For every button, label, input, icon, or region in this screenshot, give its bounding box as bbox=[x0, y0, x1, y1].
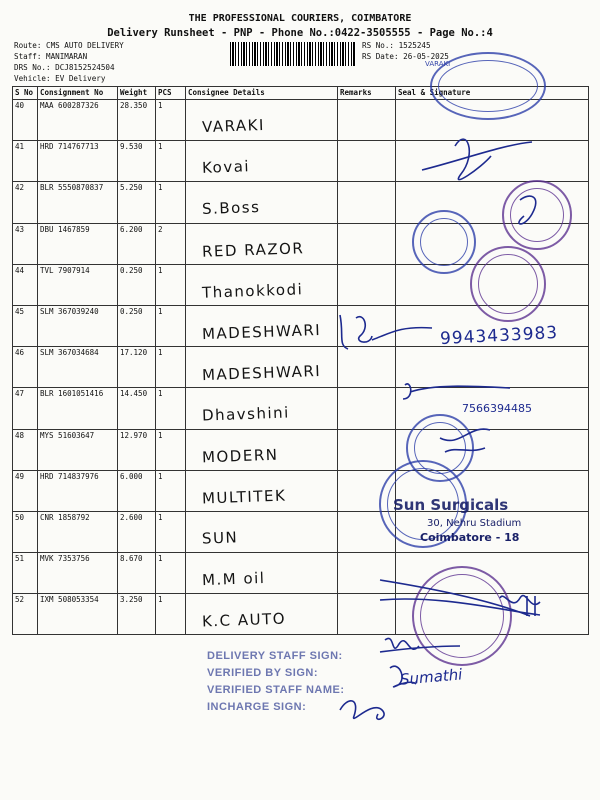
rs-no-text: RS No.: 1525245 bbox=[362, 41, 431, 50]
footer-verified-by-sign: VERIFIED BY SIGN: bbox=[207, 667, 318, 679]
signoff-footer bbox=[207, 648, 345, 716]
runsheet-info-right bbox=[362, 40, 449, 62]
boss-round-stamp bbox=[502, 180, 572, 250]
sno-cell: 48 bbox=[13, 429, 38, 470]
consignee-handwritten-name: Thanokkodi bbox=[201, 279, 304, 302]
route-text: Route: CMS AUTO DELIVERY bbox=[14, 41, 124, 50]
column-header: Weight bbox=[118, 87, 156, 100]
consignee-cell bbox=[186, 594, 338, 635]
consignee-cell bbox=[186, 388, 338, 429]
sno-cell: 52 bbox=[13, 594, 38, 635]
consignee-cell bbox=[186, 182, 338, 223]
consignee-handwritten-name: SUN bbox=[201, 528, 239, 548]
remarks-cell bbox=[338, 305, 396, 346]
remarks-cell bbox=[338, 223, 396, 264]
consignee-cell bbox=[186, 347, 338, 388]
sno-cell: 41 bbox=[13, 141, 38, 182]
handwritten-signoff-name: Sumathi bbox=[399, 665, 464, 689]
footer-delivery-staff-sign: DELIVERY STAFF SIGN: bbox=[207, 650, 343, 662]
footer-verified-staff-name: VERIFIED STAFF NAME: bbox=[207, 684, 345, 696]
rs-date-text: RS Date: 26-05-2025 bbox=[362, 52, 449, 61]
staff-text: Staff: MANIMARAN bbox=[14, 52, 88, 61]
consignee-handwritten-name: MULTITEK bbox=[201, 486, 287, 508]
table-row bbox=[13, 347, 589, 388]
handwritten-phone-1: 9943433983 bbox=[439, 322, 559, 350]
pcs-cell: 1 bbox=[156, 388, 186, 429]
sno-cell: 47 bbox=[13, 388, 38, 429]
sun-surgicals-city: Coimbatore - 18 bbox=[420, 531, 520, 544]
runsheet-info-left bbox=[14, 40, 124, 84]
weight-cell: 6.000 bbox=[118, 470, 156, 511]
consignment-cell: HRD 714837976 bbox=[38, 470, 118, 511]
pcs-cell: 1 bbox=[156, 553, 186, 594]
sno-cell: 51 bbox=[13, 553, 38, 594]
pcs-cell: 1 bbox=[156, 594, 186, 635]
remarks-cell bbox=[338, 553, 396, 594]
pcs-cell: 1 bbox=[156, 141, 186, 182]
consignment-cell: MYS 51603647 bbox=[38, 429, 118, 470]
weight-cell: 9.530 bbox=[118, 141, 156, 182]
consignee-handwritten-name: MODERN bbox=[201, 445, 279, 466]
consignee-cell bbox=[186, 305, 338, 346]
sno-cell: 43 bbox=[13, 223, 38, 264]
weight-cell: 28.350 bbox=[118, 100, 156, 141]
consignee-handwritten-name: RED RAZOR bbox=[201, 238, 305, 261]
consignment-cell: TVL 7907914 bbox=[38, 264, 118, 305]
pcs-cell: 1 bbox=[156, 470, 186, 511]
remarks-cell bbox=[338, 182, 396, 223]
pcs-cell: 1 bbox=[156, 511, 186, 552]
sno-cell: 50 bbox=[13, 511, 38, 552]
pcs-cell: 1 bbox=[156, 429, 186, 470]
consignee-cell bbox=[186, 100, 338, 141]
consignee-handwritten-name: MADESHWARI bbox=[201, 320, 322, 344]
consignment-cell: DBU 1467859 bbox=[38, 223, 118, 264]
column-header: Remarks bbox=[338, 87, 396, 100]
consignee-handwritten-name: K.C AUTO bbox=[201, 609, 287, 631]
pcs-cell: 1 bbox=[156, 100, 186, 141]
consignment-cell: SLM 367034684 bbox=[38, 347, 118, 388]
corner-stamp-text: VARAKI bbox=[425, 60, 451, 68]
barcode bbox=[230, 42, 356, 66]
consignment-cell: HRD 714767713 bbox=[38, 141, 118, 182]
sno-cell: 42 bbox=[13, 182, 38, 223]
remarks-cell bbox=[338, 594, 396, 635]
remarks-cell bbox=[338, 141, 396, 182]
consignee-cell bbox=[186, 470, 338, 511]
weight-cell: 12.970 bbox=[118, 429, 156, 470]
weight-cell: 3.250 bbox=[118, 594, 156, 635]
weight-cell: 14.450 bbox=[118, 388, 156, 429]
column-header: S No bbox=[13, 87, 38, 100]
consignee-cell bbox=[186, 223, 338, 264]
sno-cell: 44 bbox=[13, 264, 38, 305]
consignment-cell: SLM 367039240 bbox=[38, 305, 118, 346]
consignee-cell bbox=[186, 141, 338, 182]
delivery-table bbox=[12, 86, 589, 635]
razor-round-stamp bbox=[412, 210, 476, 274]
weight-cell: 0.250 bbox=[118, 264, 156, 305]
consignment-cell: BLR 1601051416 bbox=[38, 388, 118, 429]
sno-cell: 40 bbox=[13, 100, 38, 141]
weight-cell: 5.250 bbox=[118, 182, 156, 223]
remarks-cell bbox=[338, 388, 396, 429]
oil-rubber-stamp bbox=[412, 566, 512, 666]
consignee-handwritten-name: S.Boss bbox=[201, 198, 261, 219]
remarks-cell bbox=[338, 264, 396, 305]
weight-cell: 0.250 bbox=[118, 305, 156, 346]
pcs-cell: 1 bbox=[156, 264, 186, 305]
consignee-cell bbox=[186, 429, 338, 470]
runsheet-subtitle: Delivery Runsheet - PNP - Phone No.:0422-3505555 - Page No.:4 bbox=[107, 27, 493, 39]
consignment-cell: MVK 7353756 bbox=[38, 553, 118, 594]
sno-cell: 45 bbox=[13, 305, 38, 346]
consignee-cell bbox=[186, 264, 338, 305]
column-header: Seal & Signature bbox=[396, 87, 589, 100]
table-row bbox=[13, 429, 589, 470]
remarks-cell bbox=[338, 429, 396, 470]
weight-cell: 17.120 bbox=[118, 347, 156, 388]
weight-cell: 8.670 bbox=[118, 553, 156, 594]
sun-surgicals-address: 30, Nehru Stadium bbox=[427, 518, 522, 529]
weight-cell: 6.200 bbox=[118, 223, 156, 264]
sno-cell: 46 bbox=[13, 347, 38, 388]
handwritten-phone-2: 7566394485 bbox=[462, 402, 532, 415]
consignee-handwritten-name: VARAKI bbox=[201, 115, 266, 137]
consignee-handwritten-name: Dhavshini bbox=[201, 403, 291, 425]
consignee-cell bbox=[186, 511, 338, 552]
remarks-cell bbox=[338, 100, 396, 141]
consignment-cell: CNR 1858792 bbox=[38, 511, 118, 552]
pcs-cell: 1 bbox=[156, 182, 186, 223]
weight-cell: 2.600 bbox=[118, 511, 156, 552]
column-header: Consignment No bbox=[38, 87, 118, 100]
signature-cell bbox=[396, 347, 589, 388]
consignment-cell: BLR 5550870837 bbox=[38, 182, 118, 223]
remarks-cell bbox=[338, 347, 396, 388]
pcs-cell: 2 bbox=[156, 223, 186, 264]
column-header: Consignee Details bbox=[186, 87, 338, 100]
sno-cell: 49 bbox=[13, 470, 38, 511]
drs-text: DRS No.: DCJ8152524504 bbox=[14, 63, 115, 72]
vehicle-text: Vehicle: EV Delivery bbox=[14, 74, 106, 83]
pcs-cell: 1 bbox=[156, 305, 186, 346]
company-title: THE PROFESSIONAL COURIERS, COIMBATORE bbox=[188, 13, 412, 24]
footer-incharge-sign: INCHARGE SIGN: bbox=[207, 701, 307, 713]
consignment-cell: MAA 600287326 bbox=[38, 100, 118, 141]
consignee-cell bbox=[186, 553, 338, 594]
signature-cell bbox=[396, 141, 589, 182]
automobiles-round-stamp bbox=[470, 246, 546, 322]
consignee-handwritten-name: MADESHWARI bbox=[201, 362, 322, 385]
pcs-cell: 1 bbox=[156, 347, 186, 388]
consignee-handwritten-name: M.M oil bbox=[201, 568, 266, 590]
consignment-cell: IXM 508053354 bbox=[38, 594, 118, 635]
consignee-handwritten-name: Kovai bbox=[201, 157, 251, 178]
sun-surgicals-stamp-name: Sun Surgicals bbox=[393, 496, 509, 514]
table-row bbox=[13, 141, 589, 182]
column-header: PCS bbox=[156, 87, 186, 100]
